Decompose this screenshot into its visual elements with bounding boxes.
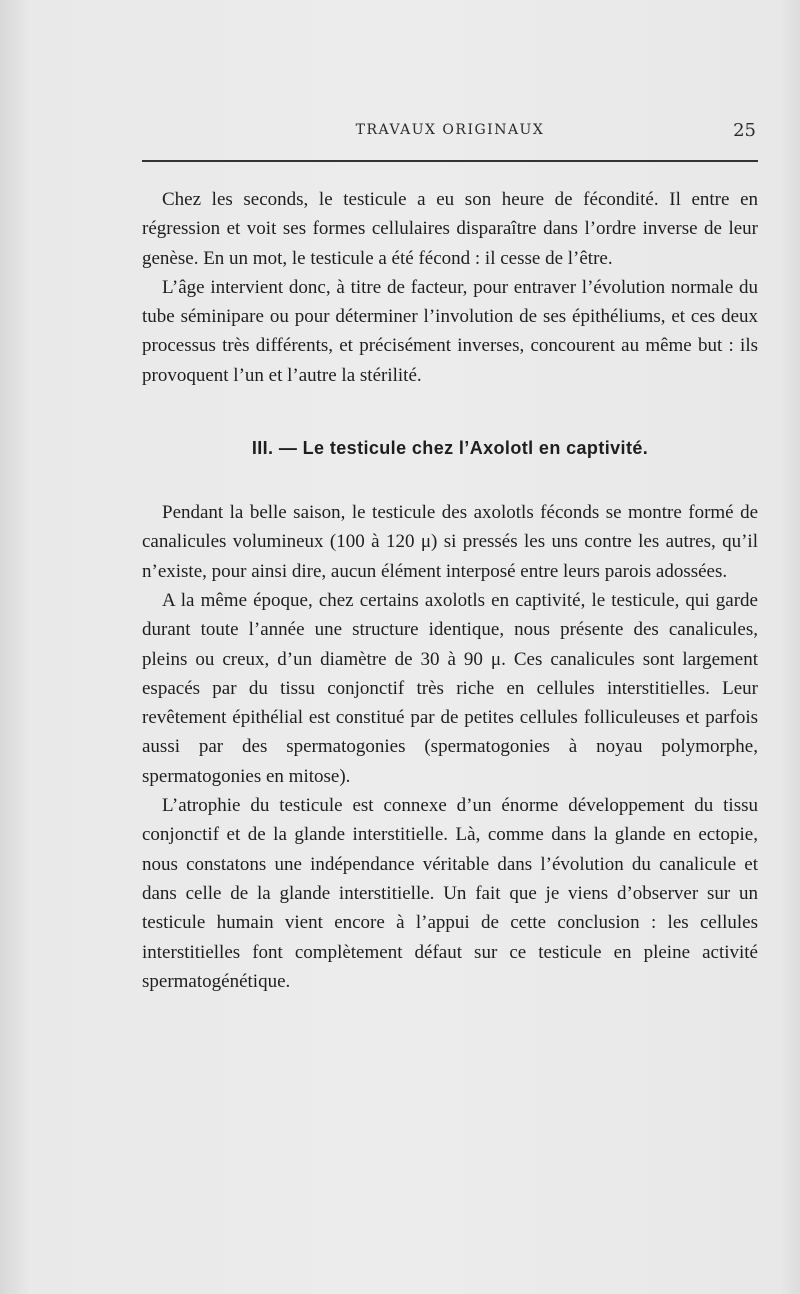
section-heading (142, 436, 758, 460)
paragraph: Pendant la belle saison, le testicule des axolotls féconds se montre formé de canalicules volumineux (100 à 120 μ) si pressés les uns contre les autres, qu’il n’existe, pour ainsi dire, aucun élément interposé entre leurs parois adossées. (142, 502, 758, 582)
body-text (142, 185, 758, 996)
running-title: TRAVAUX ORIGINAUX (355, 122, 545, 138)
paragraph: A la même époque, chez certains axolotls en captivité, le testicule, qui garde durant toute l’année une structure identique, nous présente des canalicules, pleins ou creux, d’un diamètre de 30 à 90 μ. Ces canalicules sont largement espacés par du tissu conjonctif très riche en cellules interstitielles. Leur revêtement épithélial est constitué par de petites cellules folliculeuses et parfois aussi par des spermatogonies (spermatogonies à noyau polymorphe, spermatogonies en mitose). (142, 589, 758, 787)
section-title: Le testicule chez l’Axolotl en captivité. (302, 438, 649, 459)
paragraph: Chez les seconds, le testicule a eu son heure de fécondité. Il entre en régression et voit ses formes cellulaires disparaître dans l’ordre inverse de leur genèse. En un mot, le testicule a été fécond : il cesse de l’être. (142, 189, 758, 269)
page-header (142, 122, 758, 146)
header-rule (142, 160, 758, 162)
section-dash: — (278, 438, 298, 459)
section-number: III. (251, 438, 274, 459)
page-number: 25 (733, 120, 756, 141)
paragraph: L’atrophie du testicule est connexe d’un énorme développement du tissu conjonctif et de la glande interstitielle. Là, comme dans la glande en ectopie, nous constatons une indépendance véritable dans l’évolution du canalicule et dans celle de la glande interstitielle. Un fait que je viens d’observer sur un testicule humain vient encore à l’appui de cette conclusion : les cellules interstitielles font complètement défaut sur ce testicule en pleine activité spermatogénétique. (142, 795, 758, 992)
paragraph: L’âge intervient donc, à titre de facteur, pour entraver l’évolution normale du tube séminipare ou pour déterminer l’involution de ses épithéliums, et ces deux processus très différents, et précisément inverses, concourent au même but : ils provoquent l’un et l’autre la stérilité. (142, 276, 758, 386)
